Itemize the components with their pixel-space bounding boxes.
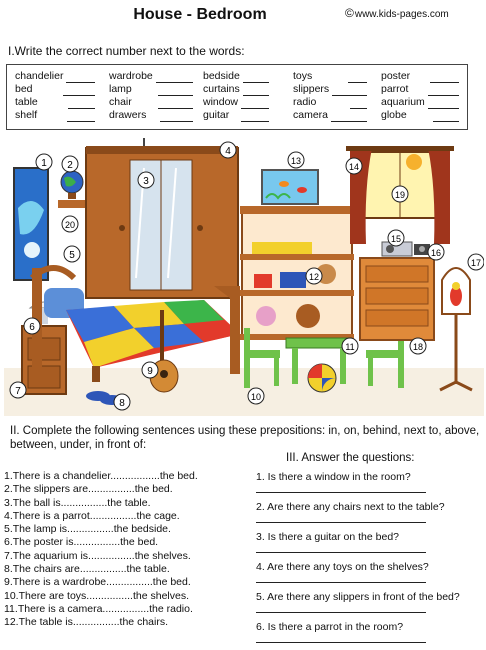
window: [360, 152, 440, 218]
answer-blank[interactable]: [243, 87, 269, 96]
answer-blank[interactable]: [428, 100, 459, 109]
question-list: [256, 470, 460, 650]
globe: [61, 171, 83, 199]
question-item: [256, 500, 460, 530]
section-1-instruction: I.Write the correct number next to the words:: [8, 44, 245, 58]
svg-text:5: 5: [69, 250, 75, 261]
number-label-13: [288, 152, 304, 168]
sentence[interactable]: 7.The aquarium is................the shelves.: [4, 549, 191, 562]
question-text: 6. Is there a parrot in the room?: [256, 621, 404, 633]
sentence[interactable]: 1.There is a chandelier.................the bed.: [4, 470, 198, 482]
answer-blank[interactable]: [68, 100, 95, 109]
answer-blank[interactable]: [243, 74, 269, 83]
svg-text:2: 2: [67, 160, 73, 171]
sentence[interactable]: 4.There is a parrot................the cage.: [4, 509, 180, 522]
word-row: [109, 96, 193, 109]
poster: [14, 168, 48, 280]
answer-blank[interactable]: [428, 87, 459, 96]
question-text: 1. Is there a window in the room?: [256, 471, 411, 483]
number-label-6: [24, 318, 40, 334]
number-label-5: [64, 246, 80, 262]
svg-text:18: 18: [412, 342, 424, 352]
copyright-symbol: ©: [345, 6, 354, 20]
answer-blank[interactable]: [158, 100, 193, 109]
svg-text:4: 4: [225, 146, 231, 157]
question-item: [256, 530, 460, 560]
question-item: [256, 590, 460, 620]
sentence[interactable]: 2.The slippers are................the bed.: [4, 483, 173, 496]
question-text: 2. Are there any chairs next to the table?: [256, 501, 445, 513]
word-row: [203, 70, 269, 83]
question-text: 4. Are there any toys on the shelves?: [256, 561, 429, 573]
word-column-5: [381, 70, 459, 122]
svg-text:15: 15: [390, 234, 402, 244]
word-row: [381, 109, 459, 122]
answer-line[interactable]: [256, 582, 426, 583]
answer-line[interactable]: [256, 612, 426, 613]
svg-text:19: 19: [394, 190, 406, 200]
svg-text:13: 13: [290, 156, 302, 166]
number-label-16: [428, 244, 444, 260]
word: chair: [109, 96, 132, 108]
answer-line[interactable]: [256, 642, 426, 643]
sentence-list: [4, 470, 198, 630]
page-title: House - Bedroom: [133, 6, 267, 23]
word-row: [15, 109, 95, 122]
svg-text:17: 17: [470, 258, 482, 268]
word-row: [293, 109, 367, 122]
word: toys: [293, 70, 313, 82]
number-label-17: [468, 254, 484, 270]
answer-blank[interactable]: [348, 74, 367, 83]
word-row: [109, 70, 193, 83]
sentence[interactable]: 10.There are toys................the shelves.: [4, 589, 190, 602]
word: radio: [293, 96, 317, 108]
answer-blank[interactable]: [332, 87, 367, 96]
number-label-12: [306, 268, 322, 284]
svg-text:7: 7: [15, 386, 21, 397]
answer-blank[interactable]: [433, 113, 459, 122]
ball: [308, 364, 336, 392]
question-text: 5. Are there any slippers in front of the bed?: [256, 591, 460, 603]
sentence[interactable]: 3.The ball is................the table.: [4, 496, 151, 509]
word: camera: [293, 109, 329, 121]
sentence[interactable]: 11.There is a camera................the radio.: [4, 602, 193, 615]
parrot: [450, 282, 462, 306]
word-row: [293, 83, 367, 96]
answer-blank[interactable]: [331, 113, 367, 122]
word: bed: [15, 83, 33, 95]
drawers: [360, 258, 434, 340]
number-label-19: [392, 186, 408, 202]
word-column-3: [203, 70, 269, 122]
small-shelf: [58, 200, 86, 208]
answer-blank[interactable]: [430, 74, 459, 83]
word: guitar: [203, 109, 230, 121]
bedroom-illustration: [4, 138, 484, 416]
word: shelf: [15, 109, 38, 121]
word-column-4: [293, 70, 367, 122]
number-label-9: [142, 362, 158, 378]
aquarium: [262, 170, 318, 204]
sentence[interactable]: 12.The table is................the chairs.: [4, 616, 168, 629]
word-row: [293, 96, 367, 109]
number-label-20: [62, 216, 78, 232]
word: chandelier: [15, 70, 64, 82]
word-bank: [6, 64, 468, 130]
bedside: [22, 326, 66, 394]
wardrobe: [86, 146, 238, 298]
svg-text:6: 6: [29, 322, 35, 333]
answer-line[interactable]: [256, 522, 426, 523]
word-row: [15, 96, 95, 109]
word: globe: [381, 109, 407, 121]
site-credit: [345, 6, 449, 20]
word-row: [381, 96, 459, 109]
word: aquarium: [381, 96, 425, 108]
word: table: [15, 96, 38, 108]
question-item: [256, 620, 460, 650]
word: lamp: [109, 83, 132, 95]
answer-blank[interactable]: [350, 100, 367, 109]
word-row: [203, 96, 269, 109]
sentence[interactable]: 9.There is a wardrobe................the bed.: [4, 576, 191, 589]
number-label-1: [36, 154, 52, 170]
number-label-10: [248, 388, 264, 404]
answer-blank[interactable]: [241, 100, 269, 109]
site-url: www.kids-pages.com: [354, 9, 449, 20]
word-row: [381, 70, 459, 83]
word-row: [109, 83, 193, 96]
answer-blank[interactable]: [160, 113, 193, 122]
word-row: [109, 109, 193, 122]
question-item: [256, 470, 460, 500]
section-2-instruction: II. Complete the following sentences using these prepositions: in, on, behind, next to, above, between, under, in front of:: [10, 425, 480, 451]
svg-text:1: 1: [41, 158, 47, 169]
answer-line[interactable]: [256, 552, 426, 553]
word: slippers: [293, 83, 330, 95]
svg-text:3: 3: [143, 176, 149, 187]
question-item: [256, 560, 460, 590]
sentence[interactable]: 6.The poster is................the bed.: [4, 536, 159, 549]
word: poster: [381, 70, 411, 82]
number-label-2: [62, 156, 78, 172]
number-label-3: [138, 172, 154, 188]
word-row: [381, 83, 459, 96]
sentence[interactable]: 8.The chairs are................the table.: [4, 563, 170, 576]
answer-blank[interactable]: [158, 87, 193, 96]
answer-blank[interactable]: [66, 74, 95, 83]
word-row: [203, 109, 269, 122]
svg-text:11: 11: [345, 342, 355, 352]
word-row: [15, 83, 95, 96]
word-row: [203, 83, 269, 96]
number-label-4: [220, 142, 236, 158]
word: curtains: [203, 83, 240, 95]
svg-text:20: 20: [64, 220, 76, 230]
svg-text:10: 10: [250, 392, 262, 402]
word-column-2: [109, 70, 193, 122]
svg-text:8: 8: [119, 398, 125, 409]
svg-text:16: 16: [430, 248, 442, 258]
word: wardrobe: [109, 70, 153, 82]
question-text: 3. Is there a guitar on the bed?: [256, 531, 400, 543]
word-row: [15, 70, 95, 83]
word: drawers: [109, 109, 147, 121]
answer-line[interactable]: [256, 492, 426, 493]
number-label-8: [114, 394, 130, 410]
svg-text:14: 14: [348, 162, 360, 172]
number-label-14: [346, 158, 362, 174]
svg-text:12: 12: [308, 272, 320, 282]
camera: [414, 244, 430, 255]
svg-text:9: 9: [147, 366, 153, 377]
word: parrot: [381, 83, 409, 95]
number-label-15: [388, 230, 404, 246]
sentence[interactable]: 5.The lamp is................the bedside.: [4, 523, 171, 536]
section-3-instruction: III. Answer the questions:: [286, 452, 415, 464]
number-label-18: [410, 338, 426, 354]
number-label-11: [342, 338, 358, 354]
word: bedside: [203, 70, 240, 82]
answer-blank[interactable]: [63, 87, 95, 96]
answer-blank[interactable]: [156, 74, 193, 83]
answer-blank[interactable]: [67, 113, 95, 122]
answer-blank[interactable]: [241, 113, 269, 122]
word: window: [203, 96, 239, 108]
word-row: [293, 70, 367, 83]
number-label-7: [10, 382, 26, 398]
word-column-1: [15, 70, 95, 122]
